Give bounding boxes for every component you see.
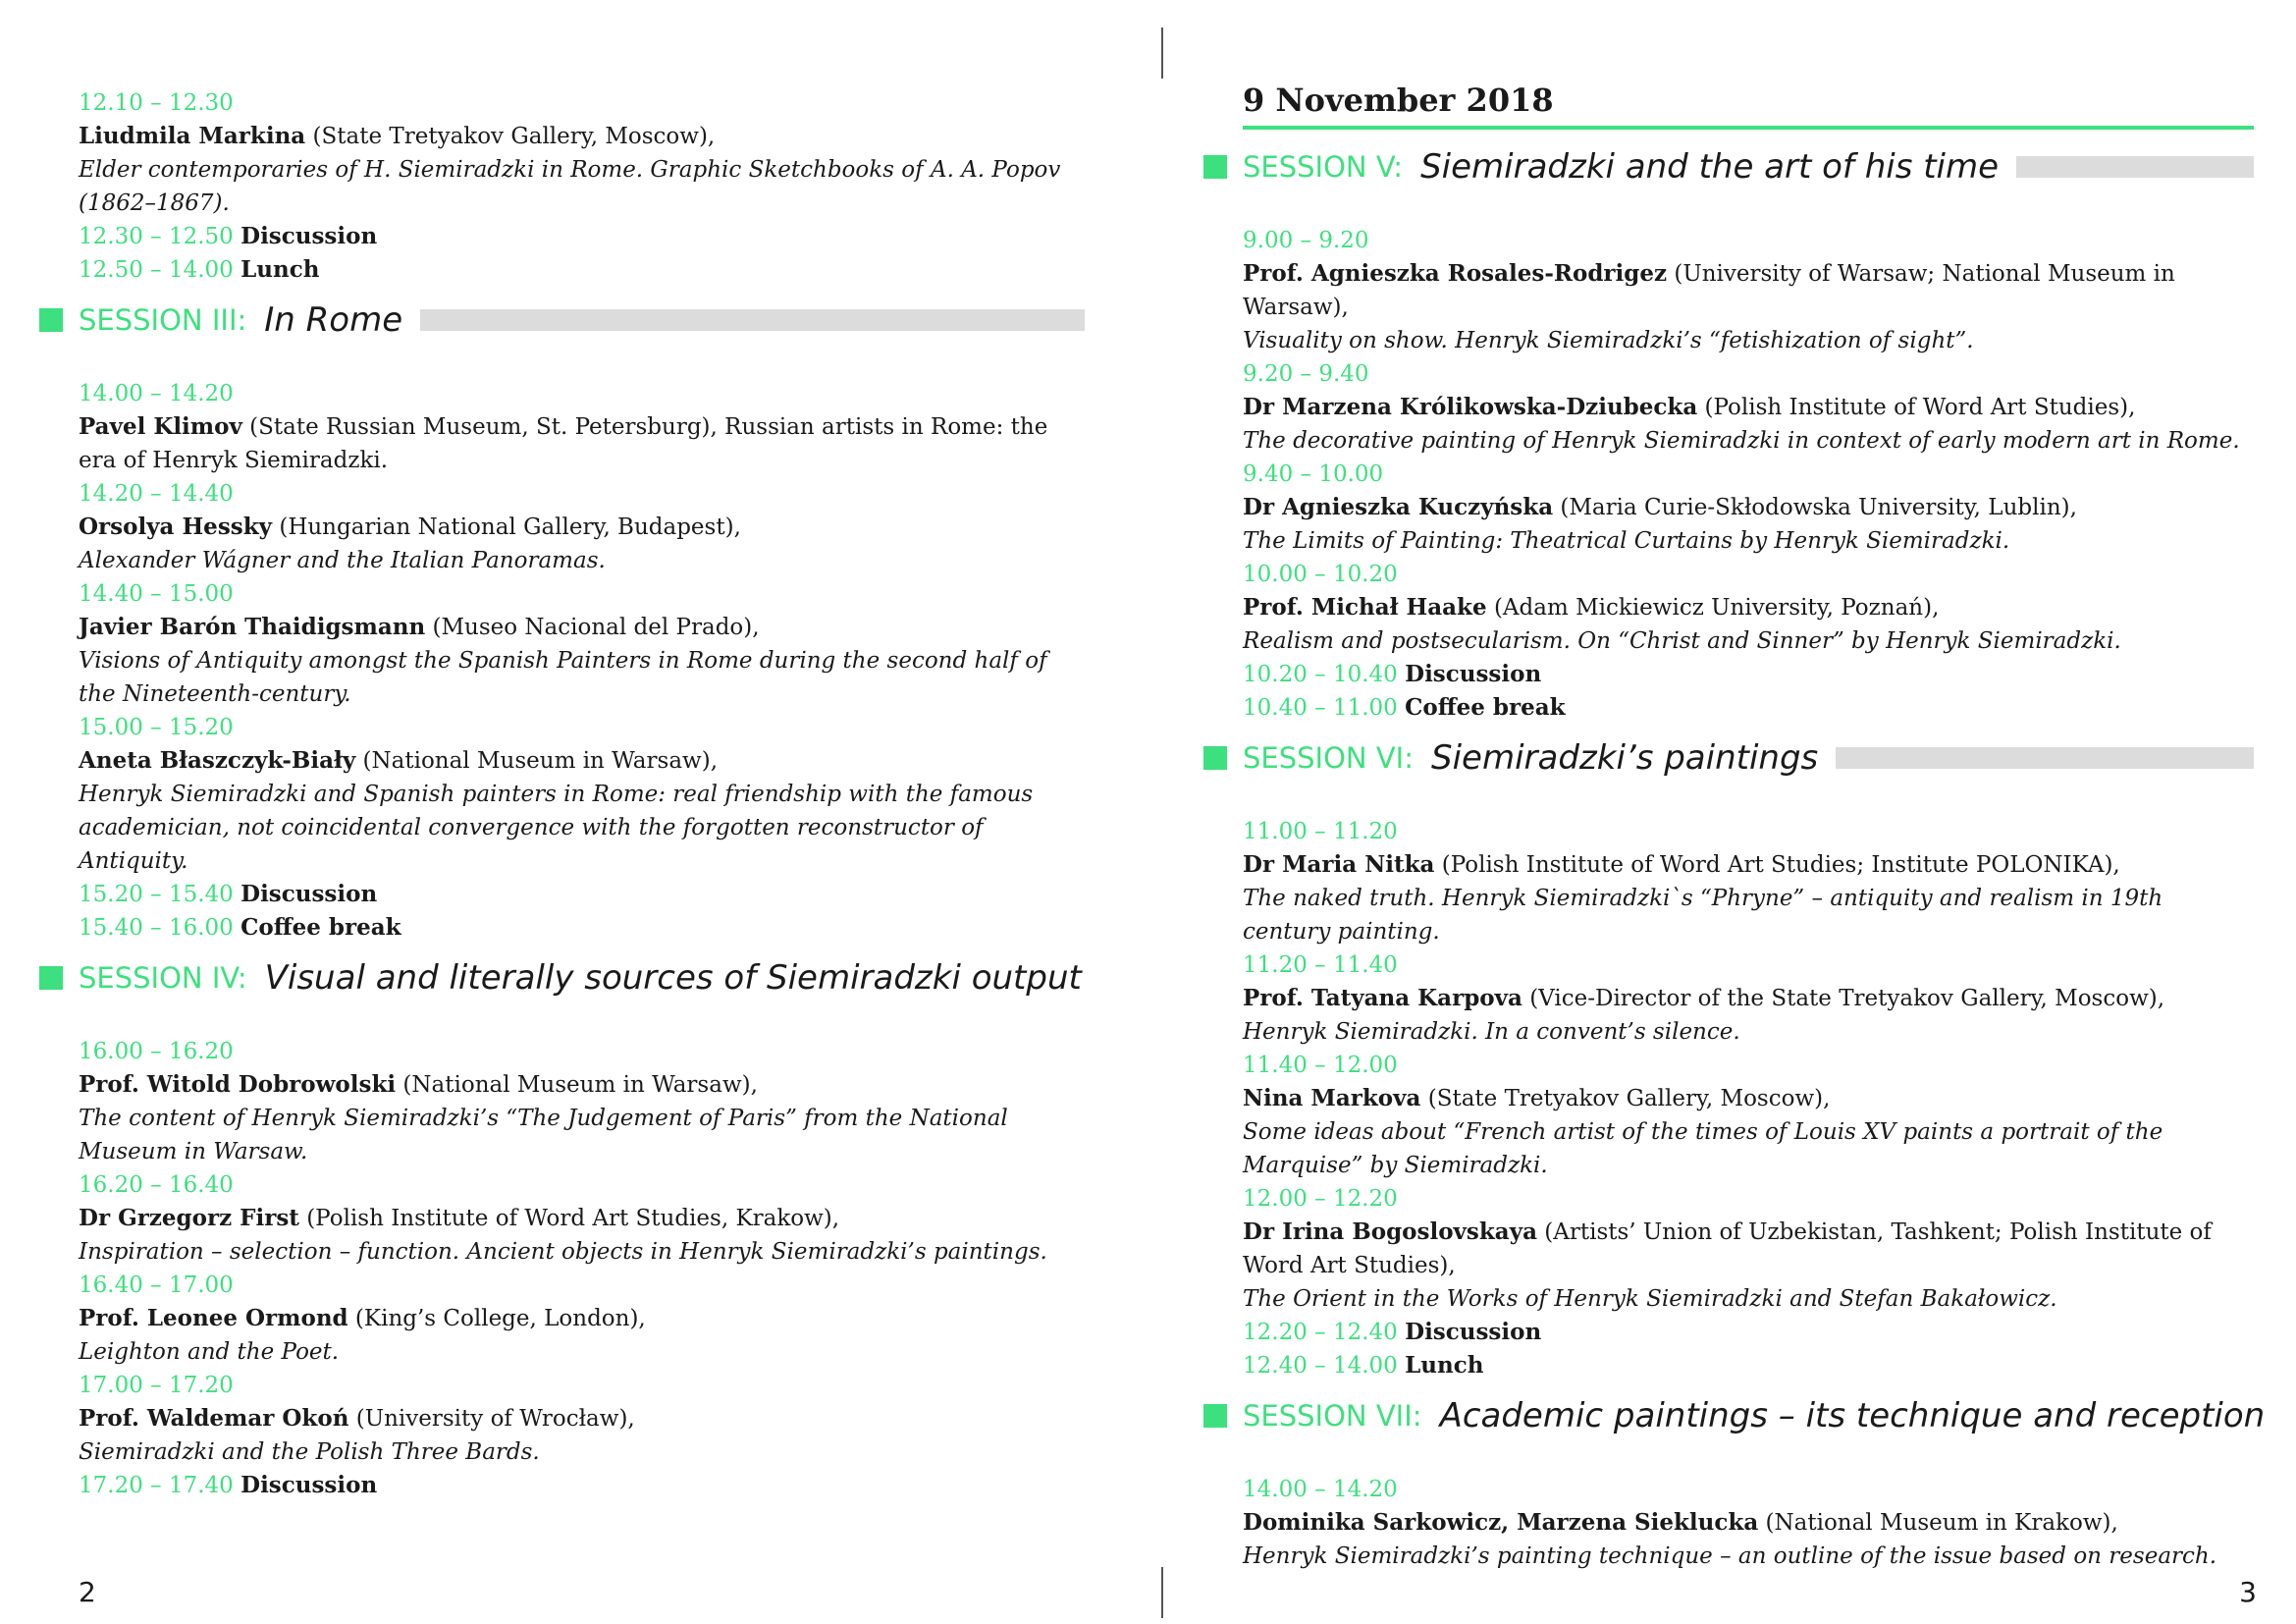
session-header-vii [1203,1388,2266,1443]
speaker-name: Prof. Tatyana Karpova [1243,985,1522,1011]
talk-title: The Orient in the Works of Henryk Siemiradzki and Stefan Bakałowicz. [1243,1286,2057,1312]
agenda-break [1243,1349,2254,1382]
speaker-name: Orsolya Hessky [79,514,273,540]
talk-title: The content of Henryk Siemiradzki’s “The Judgement of Paris” from the National Museum in Warsaw. [79,1106,1008,1164]
talk-title: Henryk Siemiradzki’s painting technique – an outline of the issue based on research. [1243,1543,2217,1569]
speaker-name: Dominika Sarkowicz, Marzena Sieklucka [1243,1509,1759,1536]
session-square-icon [1203,746,1227,770]
agenda-item [79,1168,1085,1269]
time-slot: 10.20 – 10.40 [1243,662,1398,687]
agenda-item [1243,224,2254,357]
session-square-icon [39,308,63,332]
time-slot: 12.40 – 14.00 [1243,1353,1398,1379]
time-slot: 16.40 – 17.00 [79,1272,234,1298]
speaker-affiliation: (King’s College, London), [347,1306,646,1331]
session-bar [420,309,1085,331]
break-label: Discussion [240,1472,378,1498]
agenda-item [79,1369,1085,1469]
session-square-icon [39,966,63,990]
break-label: Discussion [240,223,378,249]
speaker-affiliation: (National Museum in Krakow), [1758,1510,2118,1536]
session-title: In Rome [264,300,403,340]
speaker-name: Prof. Waldemar Okoń [79,1405,349,1432]
agenda-item [1243,815,2254,948]
agenda-break [79,220,1085,253]
left-column [79,0,1085,1502]
speaker-affiliation: (Artists’ Union of Uzbekistan, Tashkent; Polish Institute of Word Art Studies), [1243,1219,2212,1278]
agenda-item [1243,558,2254,658]
agenda-item [1243,357,2254,458]
agenda-item [79,477,1085,577]
time-slot: 10.40 – 11.00 [1243,695,1398,721]
session-title: Siemiradzki’s paintings [1431,738,1819,778]
break-label: Discussion [240,881,378,907]
speaker-name: Liudmila Markina [79,123,306,149]
time-slot: 15.40 – 16.00 [79,915,234,941]
time-slot: 10.00 – 10.20 [1243,562,1398,587]
session-header-iii [39,293,1085,348]
time-slot: 12.20 – 12.40 [1243,1320,1398,1345]
time-slot: 17.20 – 17.40 [79,1473,234,1498]
time-slot: 12.00 – 12.20 [1243,1186,1398,1212]
agenda-break [79,911,1085,945]
page-number: 2 [79,1576,96,1608]
speaker-name: Dr Irina Bogoslovskaya [1243,1218,1537,1245]
session-square-icon [1203,1404,1227,1428]
speaker-affiliation: (State Russian Museum, St. Petersburg), Russian artists in Rome: the era of Henryk Siemiradzki. [79,414,1048,473]
talk-title: Realism and postsecularism. On “Christ and Sinner” by Henryk Siemiradzki. [1243,628,2121,654]
speaker-affiliation: (National Museum in Warsaw), [396,1072,758,1098]
speaker-name: Pavel Klimov [79,413,242,440]
speaker-affiliation: (University of Warsaw; National Museum in Warsaw), [1243,261,2175,320]
time-slot: 14.20 – 14.40 [79,481,234,507]
speaker-affiliation: (State Tretyakov Gallery, Moscow), [1420,1086,1831,1111]
break-label: Lunch [1405,1352,1484,1379]
time-slot: 14.00 – 14.20 [79,381,234,406]
talk-title: Henryk Siemiradzki and Spanish painters in Rome: real friendship with the famous academician, not coincidental convergence with the forgotten reconstructor of Antiquity. [79,782,1034,874]
talk-title: Siemiradzki and the Polish Three Bards. [79,1439,540,1465]
time-slot: 9.20 – 9.40 [1243,361,1369,387]
agenda-break [1243,658,2254,691]
talk-title: The naked truth. Henryk Siemiradzki`s “Phryne” – antiquity and realism in 19th century painting. [1243,886,2163,945]
agenda-item [1243,458,2254,558]
talk-title: The Limits of Painting: Theatrical Curtains by Henryk Siemiradzki. [1243,528,2010,554]
session-title: Siemiradzki and the art of his time [1420,147,2000,187]
talk-title: Alexander Wágner and the Italian Panoramas. [79,548,606,573]
time-slot: 15.20 – 15.40 [79,882,234,907]
session-square-icon [1203,155,1227,179]
speaker-name: Nina Markova [1243,1085,1421,1111]
talk-title: The decorative painting of Henryk Siemiradzki in context of early modern art in Rome. [1243,428,2240,454]
agenda-item [1243,948,2254,1049]
speaker-name: Dr Maria Nitka [1243,851,1435,878]
speaker-affiliation: (Polish Institute of Word Art Studies; Institute POLONIKA), [1434,852,2120,878]
agenda-item [79,577,1085,711]
session-label: SESSION VII: [1243,1399,1422,1433]
session-header-vi [1203,731,2254,785]
time-slot: 17.00 – 17.20 [79,1373,234,1398]
time-slot: 11.40 – 12.00 [1243,1053,1398,1078]
talk-title: Visions of Antiquity amongst the Spanish Painters in Rome during the second half of the Nineteenth-century. [79,648,1047,707]
time-slot: 9.00 – 9.20 [1243,228,1369,253]
speaker-name: Dr Grzegorz First [79,1205,299,1231]
speaker-name: Prof. Leonee Ormond [79,1305,348,1331]
speaker-name: Prof. Witold Dobrowolski [79,1071,397,1098]
speaker-affiliation: (Polish Institute of Word Art Studies), [1697,395,2136,420]
speaker-name: Prof. Michał Haake [1243,594,1487,621]
time-slot: 12.50 – 14.00 [79,257,234,283]
session-header-iv [39,950,1085,1005]
speaker-affiliation: (Adam Mickiewicz University, Poznań), [1486,595,1940,621]
speaker-affiliation: (Polish Institute of Word Art Studies, Krakow), [298,1206,840,1231]
session-title: Academic paintings – its technique and reception [1439,1396,2266,1435]
break-label: Coffee break [240,914,401,941]
session-bar [1836,747,2254,769]
page-number: 3 [2239,1576,2257,1608]
speaker-affiliation: (Hungarian National Gallery, Budapest), [272,514,741,540]
session-title: Visual and literally sources of Siemiradzki output [264,958,1082,998]
speaker-name: Aneta Błaszczyk-Biały [79,747,356,774]
talk-title: Visuality on show. Henryk Siemiradzki’s “fetishization of sight”. [1243,328,1974,353]
break-label: Discussion [1405,661,1542,687]
agenda-item [79,86,1085,220]
session-label: SESSION VI: [1243,741,1414,775]
agenda-break [79,878,1085,911]
agenda-item [1243,1049,2254,1182]
speaker-name: Javier Barón Thaidigsmann [79,614,426,640]
talk-title: Elder contemporaries of H. Siemiradzki in Rome. Graphic Sketchbooks of A. A. Popov (1862–1867). [79,157,1061,216]
date-heading: 9 November 2018 [1243,0,2254,130]
agenda-item [79,377,1085,477]
session-label: SESSION III: [79,303,247,337]
right-column [1243,0,2266,1573]
session-header-v [1203,139,2254,194]
agenda-item [79,1269,1085,1369]
agenda-break [1243,1316,2254,1349]
session-label: SESSION IV: [79,961,247,995]
break-label: Discussion [1405,1319,1542,1345]
talk-title: Some ideas about “French artist of the times of Louis XV paints a portrait of the Marquise” by Siemiradzki. [1243,1119,2163,1178]
time-slot: 14.40 – 15.00 [79,581,234,607]
session-label: SESSION V: [1243,150,1404,184]
time-slot: 12.10 – 12.30 [79,90,234,116]
session-bar [2016,156,2254,178]
agenda-item [1243,1473,2254,1573]
time-slot: 11.00 – 11.20 [1243,819,1398,844]
talk-title: Inspiration – selection – function. Ancient objects in Henryk Siemiradzki’s paintings. [79,1239,1047,1265]
right-page [1148,0,2296,1624]
agenda-item [79,1035,1085,1168]
agenda-break [79,253,1085,287]
speaker-affiliation: (Vice-Director of the State Tretyakov Gallery, Moscow), [1522,986,2165,1011]
agenda-item [79,711,1085,878]
time-slot: 16.20 – 16.40 [79,1172,234,1198]
speaker-name: Dr Marzena Królikowska-Dziubecka [1243,394,1698,420]
break-label: Coffee break [1405,694,1566,721]
speaker-affiliation: (University of Wrocław), [348,1406,635,1432]
time-slot: 16.00 – 16.20 [79,1039,234,1064]
speaker-affiliation: (Museo Nacional del Prado), [425,615,760,640]
time-slot: 9.40 – 10.00 [1243,461,1384,487]
time-slot: 12.30 – 12.50 [79,224,234,249]
agenda-break [79,1469,1085,1502]
speaker-affiliation: (Maria Curie-Skłodowska University, Lublin), [1553,495,2077,520]
speaker-name: Prof. Agnieszka Rosales-Rodrigez [1243,260,1668,287]
agenda-break [1243,691,2254,725]
speaker-affiliation: (State Tretyakov Gallery, Moscow), [305,124,716,149]
time-slot: 14.00 – 14.20 [1243,1477,1398,1502]
talk-title: Henryk Siemiradzki. In a convent’s silence. [1243,1019,1740,1045]
speaker-name: Dr Agnieszka Kuczyńska [1243,494,1554,520]
time-slot: 11.20 – 11.40 [1243,952,1398,978]
break-label: Lunch [240,256,320,283]
speaker-affiliation: (National Museum in Warsaw), [355,748,719,774]
talk-title: Leighton and the Poet. [79,1339,340,1365]
time-slot: 15.00 – 15.20 [79,715,234,740]
agenda-item [1243,1182,2254,1316]
